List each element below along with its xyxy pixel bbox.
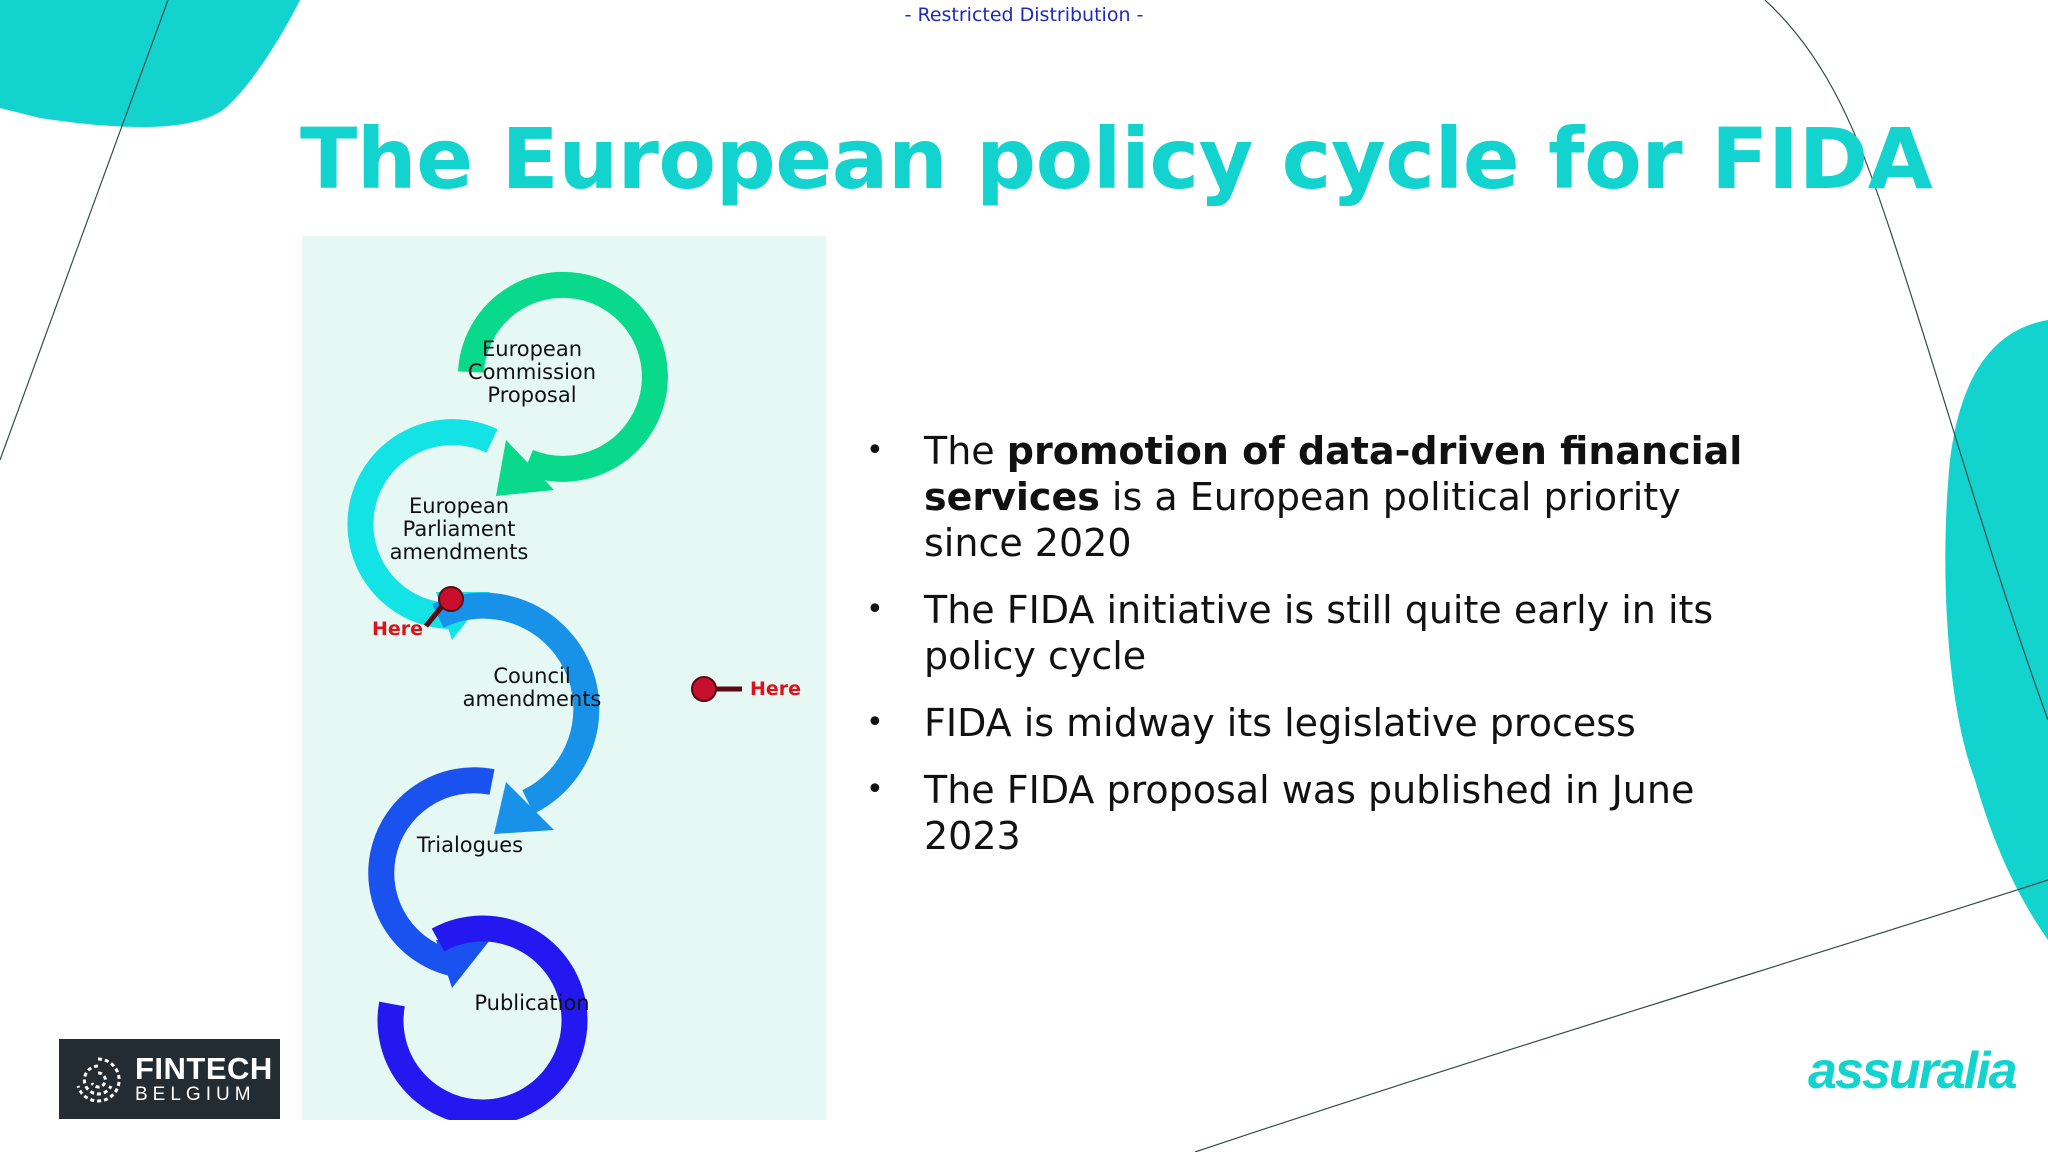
stage-label-publication: Publication — [474, 991, 590, 1015]
bullet-item — [860, 428, 1790, 566]
bullet-text: The FIDA proposal was published in June 2023 — [924, 768, 1695, 858]
bullet-text: FIDA is midway its legislative process — [924, 701, 1636, 745]
classification-label: - Restricted Distribution - — [904, 4, 1144, 26]
here-marker-pin-1 — [439, 587, 463, 611]
stage-label-council: Council amendments — [462, 664, 602, 711]
here-label-council: Here — [750, 678, 802, 700]
page-title: The European policy cycle for FIDA — [300, 110, 1933, 208]
policy-cycle-diagram — [302, 236, 826, 1120]
bullet-icon: • — [866, 433, 884, 468]
bullet-item — [860, 767, 1790, 859]
assuralia-logo: assuralia — [1808, 1042, 2016, 1100]
bullet-item — [860, 587, 1790, 679]
bullet-item — [860, 700, 1790, 746]
here-marker-pin-2 — [692, 677, 716, 701]
fintech-swirl-icon — [71, 1053, 125, 1107]
bullet-icon: • — [866, 772, 884, 807]
belgium-logo-text: BELGIUM — [135, 1084, 256, 1105]
stage-label-trialogues: Trialogues — [416, 833, 524, 857]
bullet-text: The FIDA initiative is still quite early in its policy cycle — [924, 588, 1714, 678]
here-label-parliament: Here — [372, 618, 424, 640]
fintech-belgium-logo — [59, 1039, 280, 1119]
stage-label-commission: European Commission Proposal — [467, 337, 597, 407]
stage-label-parliament: European Parliament amendments — [389, 494, 529, 564]
fintech-logo-text: FINTECH — [135, 1051, 273, 1086]
bullet-text: The promotion of data-driven financial services is a European political priority since 2020 — [924, 429, 1743, 565]
bullet-icon: • — [866, 705, 884, 740]
key-points-list — [860, 428, 1790, 880]
bullet-icon: • — [866, 592, 884, 627]
